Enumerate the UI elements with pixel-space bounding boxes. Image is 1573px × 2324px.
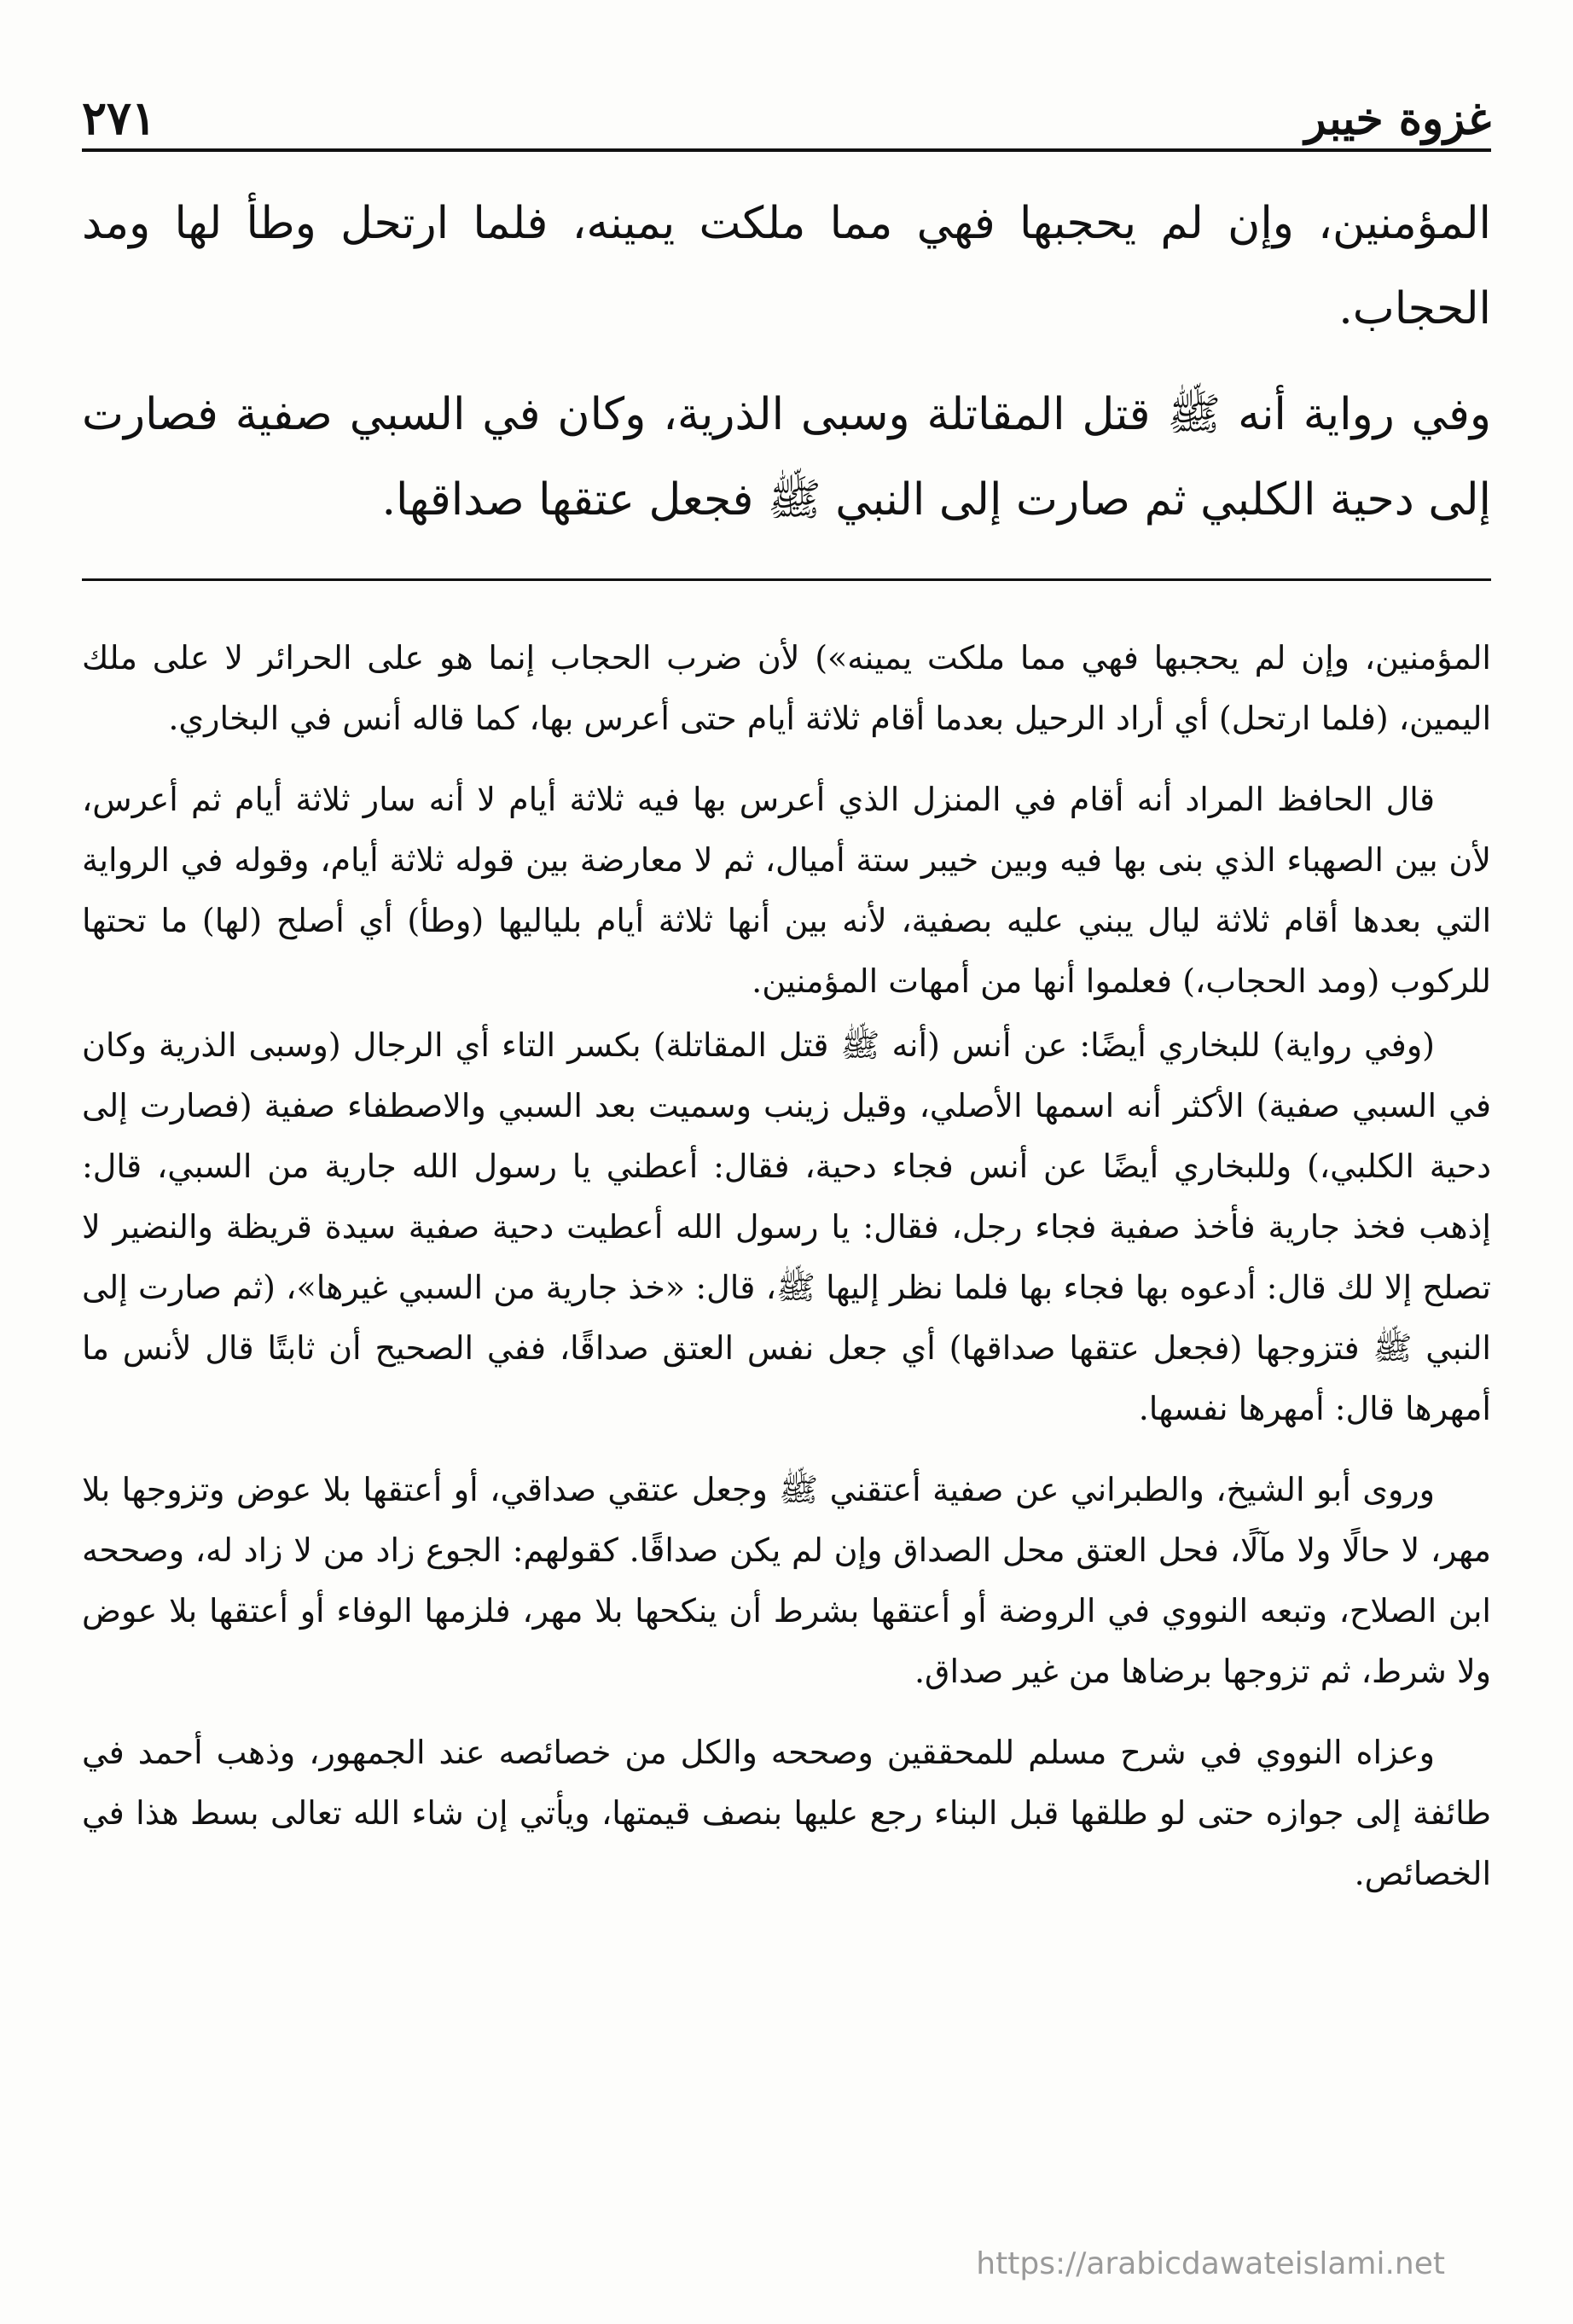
chapter-title: غزوة خيبر: [1304, 93, 1491, 145]
main-text: [82, 181, 1491, 563]
page-number: ٢٧١: [82, 90, 157, 145]
commentary-divider: [82, 578, 1491, 581]
header-rule: [82, 148, 1491, 152]
running-header: [82, 68, 1491, 145]
main-text-paragraph: وفي رواية أنه ﷺ قتل المقاتلة وسبى الذرية، وكان في السبي صفية فصارت إلى دحية الكلبي ثم صارت إلى النبي ﷺ فجعل عتقها صداقها.: [82, 389, 1491, 526]
commentary-paragraph: (وفي رواية) للبخاري أيضًا: عن أنس (أنه ﷺ قتل المقاتلة) بكسر التاء أي الرجال (وسبى الذرية وكان في السبي صفية) الأكثر أنه اسمها الأصلي، وقيل زينب وسميت بعد السبي والاصطفاء صفية (فصارت إلى دحية الكلبي،) وللبخاري أيضًا عن أنس فجاء دحية، فقال: أعطني يا رسول الله جارية من السبي، قال: إذهب فخذ جارية فأخذ صفية فجاء رجل، فقال: يا رسول الله أعطيت دحية صفية سيدة قريظة والنضير لا تصلح إلا لك قال: أدعوه بها فجاء بها فلما نظر إليها ﷺ، قال: «خذ جارية من السبي غيرها»، (ثم صارت إلى النبي ﷺ فتزوجها (فجعل عتقها صداقها) أي جعل نفس العتق صداقًا، ففي الصحيح أن ثابتًا قال لأنس ما أمهرها قال: أمهرها نفسها.: [82, 1026, 1491, 1427]
watermark: https://arabicdawateislami.net: [976, 2246, 1445, 2281]
commentary-paragraph: المؤمنين، وإن لم يحجبها فهي مما ملكت يمينه») لأن ضرب الحجاب إنما هو على الحرائر لا على ملك اليمين، (فلما ارتحل) أي أراد الرحيل بعدما أقام ثلاثة أيام حتى أعرس بها، كما قاله أنس في البخاري.: [82, 639, 1491, 737]
main-text-paragraph: المؤمنين، وإن لم يحجبها فهي مما ملكت يمينه، فلما ارتحل وطأ لها ومد الحجاب.: [82, 198, 1491, 334]
commentary-paragraph: وروى أبو الشيخ، والطبراني عن صفية أعتقني ﷺ وجعل عتقي صداقي، أو أعتقها بلا عوض وتزوجها بلا مهر، لا حالًا ولا مآلًا، فحل العتق محل الصداق وإن لم يكن صداقًا. كقولهم: الجوع زاد من لا زاد له، وصححه ابن الصلاح، وتبعه النووي في الروضة أو أعتقها بشرط أن ينكحها بلا مهر، فلزمها الوفاء أو أعتقها بلا عوض ولا شرط، ثم تزوجها برضاها من غير صداق.: [82, 1471, 1491, 1690]
commentary-paragraph: قال الحافظ المراد أنه أقام في المنزل الذي أعرس بها فيه ثلاثة أيام لا أنه سار ثلاثة أيام ثم أعرس، لأن بين الصهباء الذي بنى بها فيه وبين خيبر ستة أميال، ثم لا معارضة بين قوله ثلاثة أيام، وقوله في الرواية التي بعدها أقام ثلاثة ليال يبني عليه بصفية، لأنه بين أنها ثلاثة أيام بلياليها (وطأ) أي أصلح (لها) ما تحتها للركوب (ومد الحجاب،) فعلموا أنها من أمهات المؤمنين.: [82, 781, 1491, 1000]
commentary-text: [82, 628, 1491, 1925]
commentary-paragraph: وعزاه النووي في شرح مسلم للمحققين وصححه والكل من خصائصه عند الجمهور، وذهب أحمد في طائفة إلى جوازه حتى لو طلقها قبل البناء رجع عليها بنصف قيمتها، ويأتي إن شاء الله تعالى بسط هذا في الخصائص.: [82, 1734, 1491, 1892]
